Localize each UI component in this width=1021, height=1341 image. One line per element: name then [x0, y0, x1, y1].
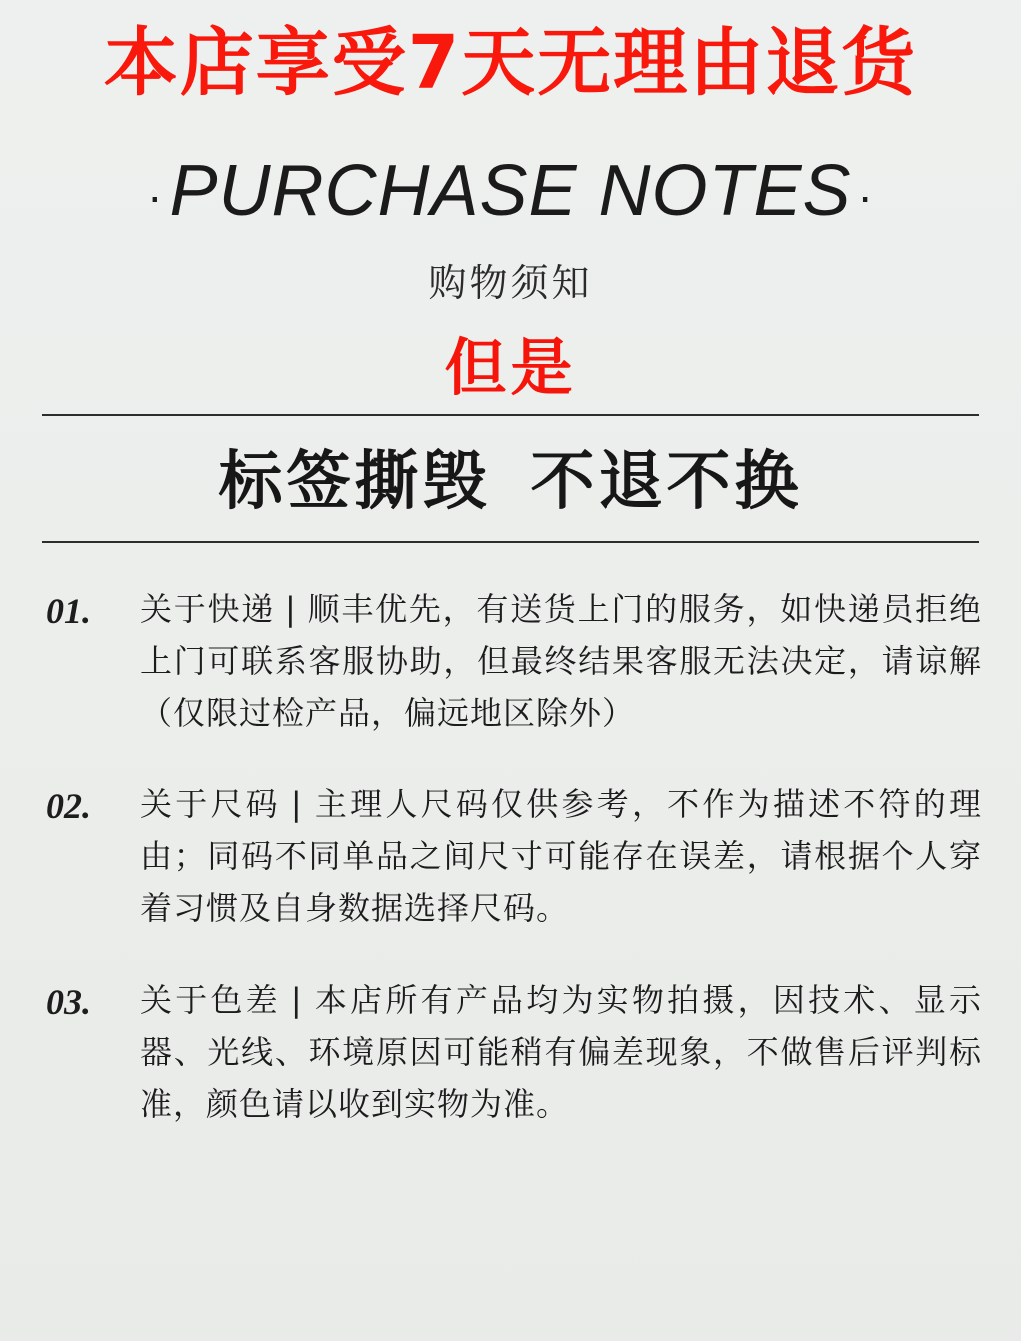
notes-list: [42, 584, 982, 1170]
list-item: [42, 975, 982, 1130]
highlight-left-text: 标签撕毁: [218, 445, 491, 519]
page-subtitle: 购物须知: [428, 261, 593, 305]
note-label: 关于快递: [140, 590, 276, 628]
note-number: 03.: [46, 981, 91, 1022]
note-number: 01.: [46, 591, 91, 631]
highlight-right-text: 不退不换: [530, 445, 803, 519]
title-text: PURCHASE NOTES: [169, 151, 852, 231]
divider-top: [42, 414, 979, 416]
title-right-dot: ·: [857, 169, 874, 222]
note-separator: |: [290, 785, 303, 824]
note-separator: |: [285, 590, 297, 628]
list-item: [42, 779, 982, 934]
note-label: 关于色差: [140, 980, 281, 1019]
divider-bottom: [42, 541, 979, 543]
note-body: [140, 584, 982, 739]
note-body: [140, 779, 982, 934]
list-item: [42, 584, 982, 739]
note-text: 顺丰优先，有送货上门的服务，如快递员拒绝上门可联系客服协助，但最终结果客服无法决定，请谅解（仅限过检产品，偏远地区除外）: [140, 590, 982, 732]
highlight-statement: [0, 430, 1021, 522]
note-separator: |: [290, 980, 303, 1019]
red-emphasis-text: 但是: [444, 331, 577, 404]
return-policy-banner: 本店享受7天无理由退货: [103, 20, 918, 106]
title-left-dot: ·: [147, 169, 164, 222]
note-body: [140, 975, 982, 1130]
note-number: 02.: [46, 786, 91, 827]
note-text: 主理人尺码仅供参考，不作为描述不符的理由；同码不同单品之间尺寸可能存在误差，请根据个人穿着习惯及自身数据选择尺码。: [140, 785, 982, 928]
note-label: 关于尺码: [140, 785, 281, 824]
page-title: [0, 150, 1021, 232]
note-text: 本店所有产品均为实物拍摄，因技术、显示器、光线、环境原因可能稍有偏差现象，不做售后评判标准，颜色请以收到实物为准。: [140, 980, 982, 1123]
